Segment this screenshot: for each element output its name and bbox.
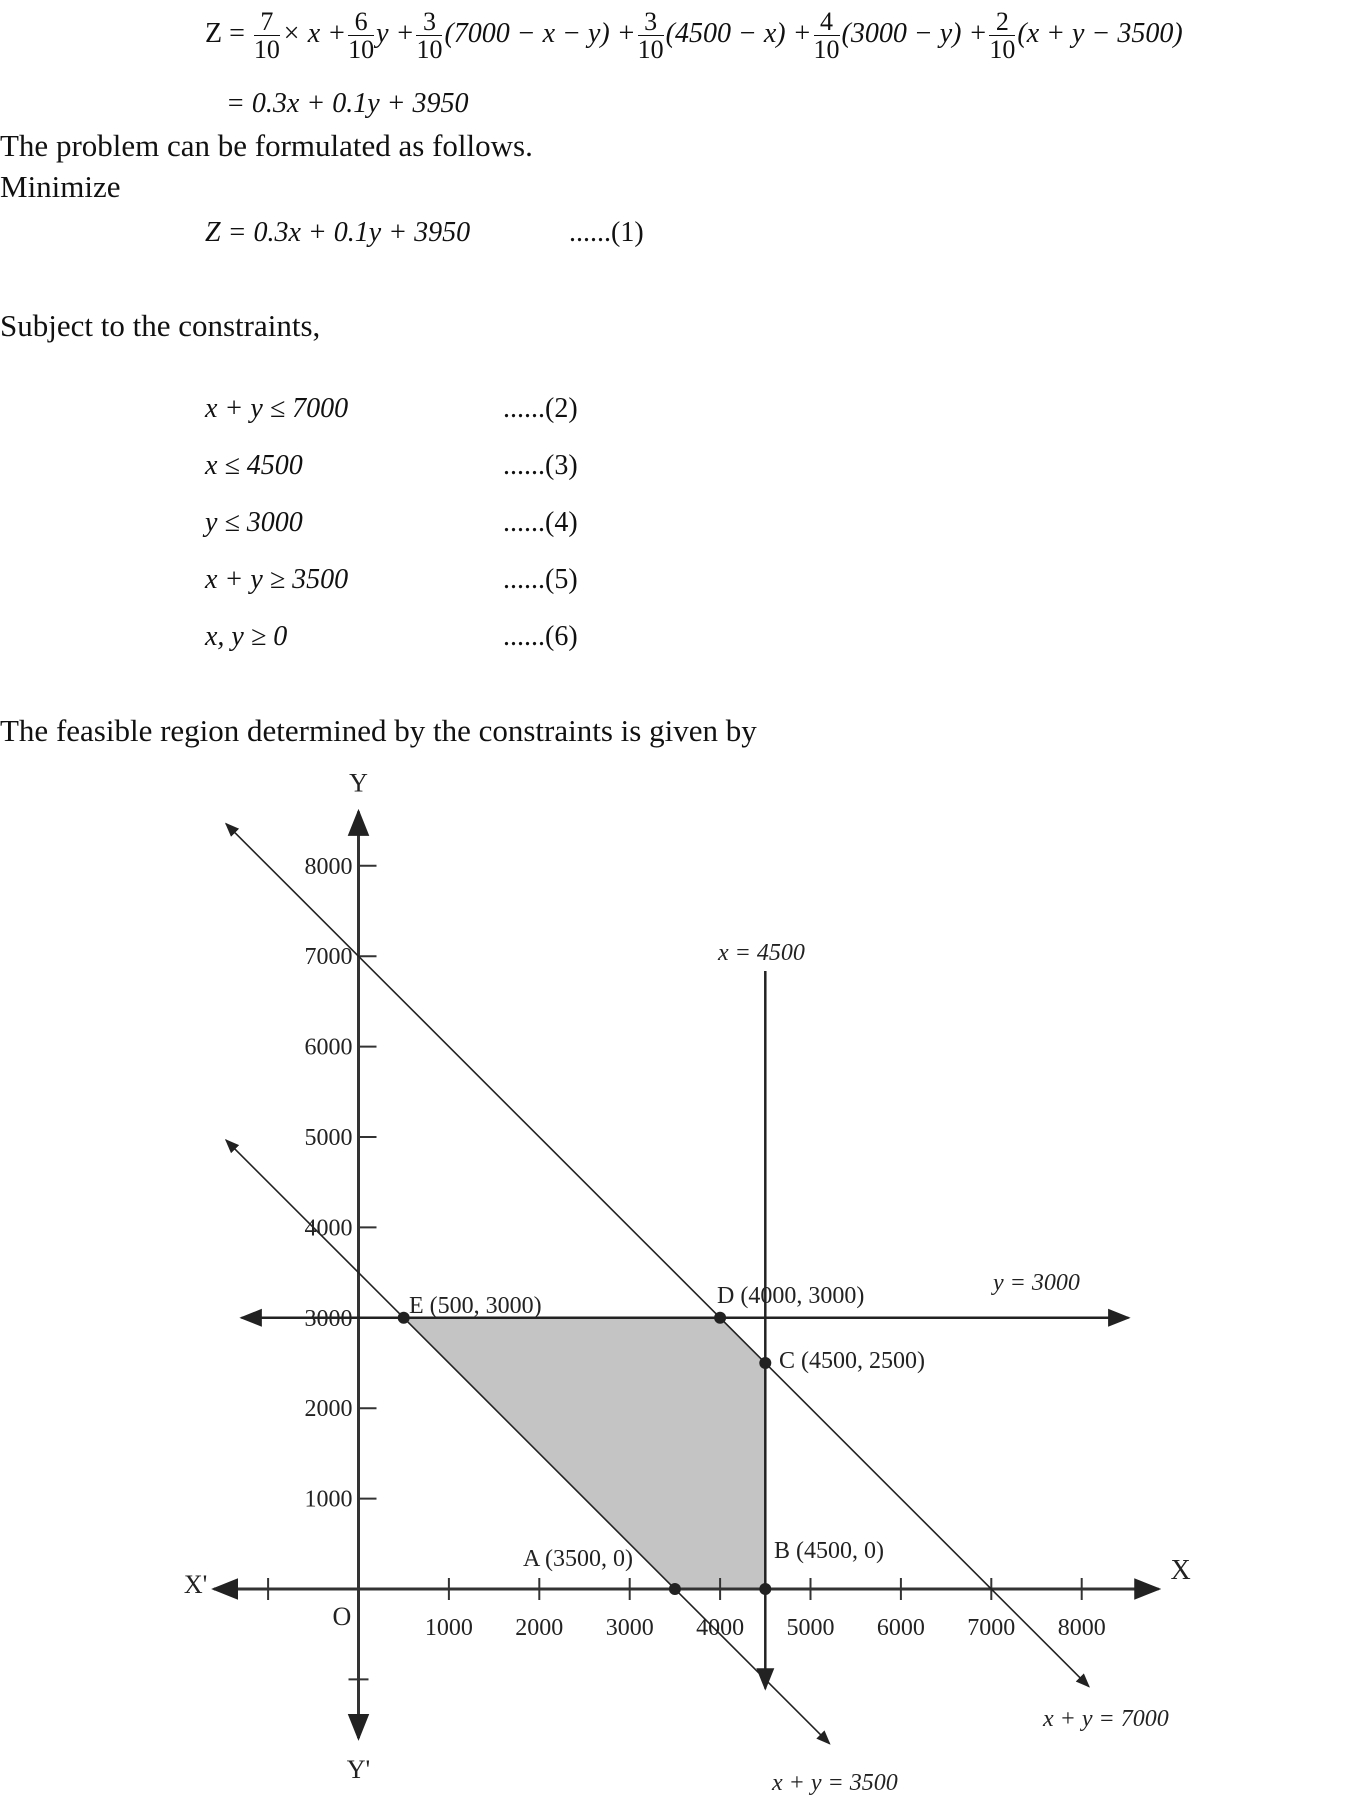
constraint-ref: ......(5) xyxy=(503,564,578,595)
x-tick-label: 1000 xyxy=(424,1615,473,1641)
y-tick-label: 8000 xyxy=(304,853,353,880)
constraint-expression: x + y ≥ 3500 xyxy=(205,564,349,595)
numerator: 2 xyxy=(989,8,1015,36)
term-expression: (7000 − x − y) + xyxy=(444,18,636,50)
denominator: 10 xyxy=(637,35,664,65)
constraint-expression: x, y ≥ 0 xyxy=(205,621,288,652)
minimize-text: Minimize xyxy=(0,169,121,204)
denominator: 10 xyxy=(989,35,1016,65)
term-expression: (x + y − 3500) xyxy=(1017,18,1183,50)
objective-ref: ......(1) xyxy=(569,217,644,248)
y-tick-label: 1000 xyxy=(304,1486,353,1513)
y-tick-label: 4000 xyxy=(304,1215,353,1242)
constraint-expression: x ≤ 4500 xyxy=(205,450,303,481)
denominator: 10 xyxy=(348,35,375,65)
origin-label: O xyxy=(332,1602,352,1631)
formulated-text: The problem can be formulated as follows. xyxy=(0,128,533,163)
y-tick-label: 3000 xyxy=(304,1305,353,1332)
corner-point-label: A (3500, 0) xyxy=(523,1546,633,1572)
constraint-line-label: x = 4500 xyxy=(718,940,805,966)
subject-text: Subject to the constraints, xyxy=(0,308,321,343)
constraint-line-label: x + y = 7000 xyxy=(1043,1706,1169,1732)
numerator: 3 xyxy=(638,8,664,36)
corner-point xyxy=(669,1583,681,1595)
numerator: 4 xyxy=(814,8,840,36)
numerator: 6 xyxy=(348,8,374,36)
objective-function: Z = 0.3x + 0.1y + 3950 xyxy=(205,217,471,248)
term-expression: y + xyxy=(376,18,415,50)
corner-point xyxy=(759,1583,771,1595)
x-tick-label: 3000 xyxy=(605,1615,654,1641)
y-neg-axis-label: Y' xyxy=(346,1755,371,1785)
constraint-expression: x + y ≤ 7000 xyxy=(205,393,349,424)
corner-point-label: B (4500, 0) xyxy=(774,1538,884,1564)
constraint-ref: ......(6) xyxy=(503,621,578,652)
x-axis-label: X xyxy=(1170,1555,1191,1586)
constraint-line-label: x + y = 3500 xyxy=(772,1770,898,1796)
constraint-ref: ......(2) xyxy=(503,393,578,424)
y-tick-label: 5000 xyxy=(304,1125,353,1151)
numerator: 7 xyxy=(254,8,280,36)
y-axis-label: Y xyxy=(349,768,368,798)
denominator: 10 xyxy=(253,35,280,65)
corner-point xyxy=(759,1357,771,1369)
feasible-text: The feasible region determined by the constraints is given by xyxy=(0,713,757,748)
x-tick-label: 8000 xyxy=(1057,1615,1106,1641)
corner-point-label: D (4000, 3000) xyxy=(717,1283,865,1309)
z-prefix: Z = xyxy=(205,18,245,50)
x-tick-label: 7000 xyxy=(967,1615,1016,1641)
constraint-ref: ......(3) xyxy=(503,450,578,481)
corner-point-label: C (4500, 2500) xyxy=(779,1348,925,1374)
corner-point-label: E (500, 3000) xyxy=(409,1293,542,1319)
x-tick-label: 4000 xyxy=(696,1615,745,1641)
objective-simplified: = 0.3x + 0.1y + 3950 xyxy=(226,88,469,119)
corner-point xyxy=(398,1312,410,1324)
x-neg-axis-label: X' xyxy=(183,1570,208,1599)
term-expression: (4500 − x) + xyxy=(665,18,812,50)
constraint-line-label: y = 3000 xyxy=(993,1270,1080,1296)
x-tick-label: 6000 xyxy=(876,1615,925,1641)
x-tick-label: 5000 xyxy=(786,1615,835,1641)
constraint-ref: ......(4) xyxy=(503,507,578,538)
denominator: 10 xyxy=(416,35,443,65)
term-expression: (3000 − y) + xyxy=(841,18,988,50)
y-tick-label: 2000 xyxy=(304,1396,353,1423)
y-tick-label: 6000 xyxy=(304,1034,353,1061)
constraint-expression: y ≤ 3000 xyxy=(205,507,303,538)
denominator: 10 xyxy=(813,35,840,65)
x-tick-label: 2000 xyxy=(515,1615,564,1641)
term-expression: × x + xyxy=(281,18,347,50)
y-tick-label: 7000 xyxy=(304,944,353,971)
corner-point xyxy=(714,1312,726,1324)
numerator: 3 xyxy=(416,8,442,36)
